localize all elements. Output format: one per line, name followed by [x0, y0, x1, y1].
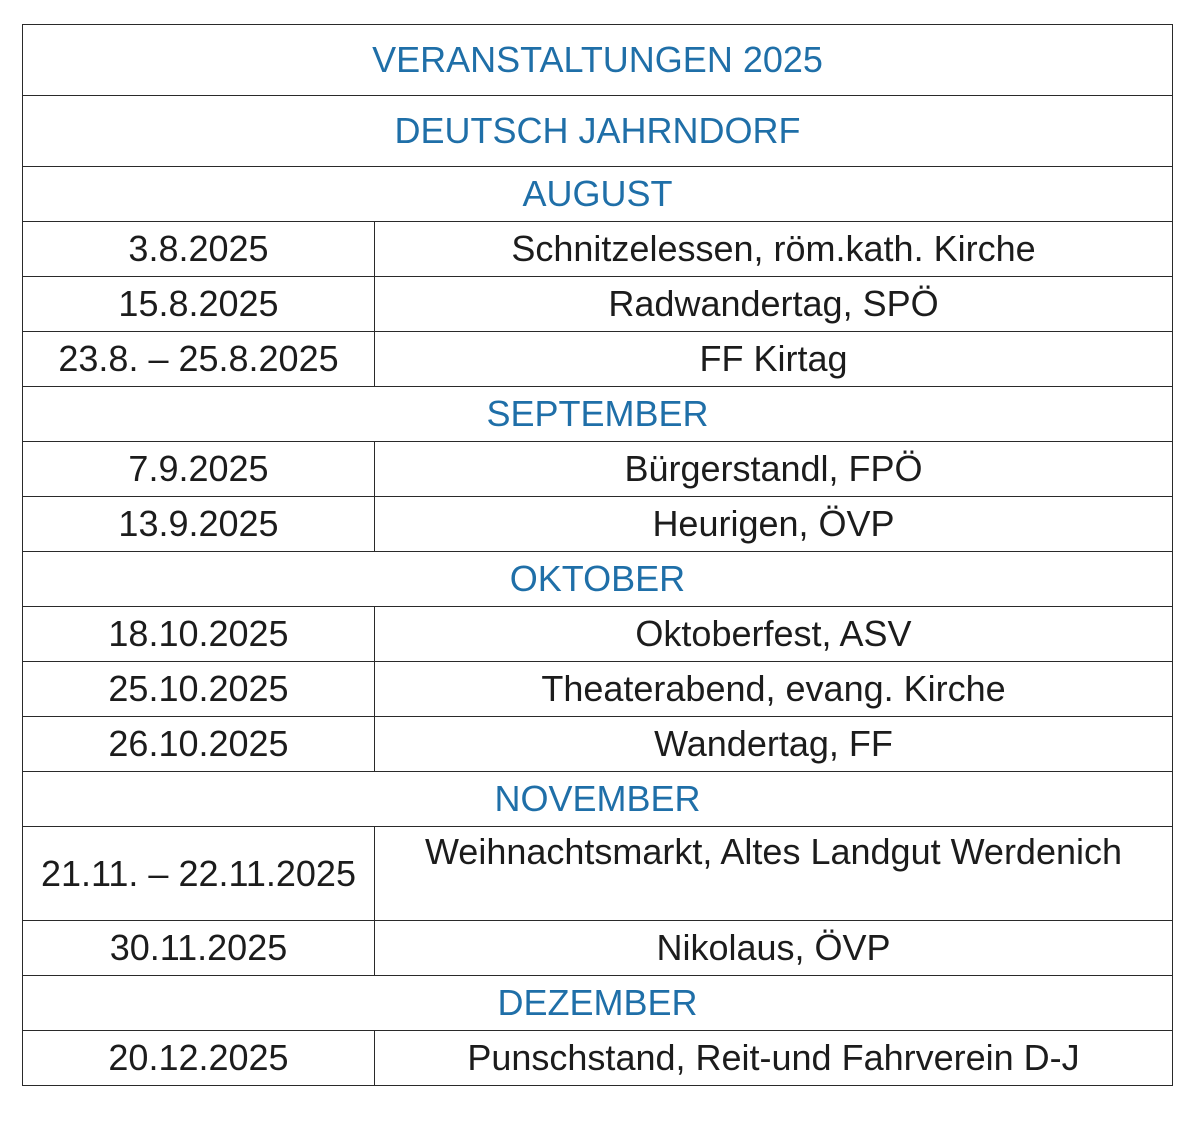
- page-title: VERANSTALTUNGEN 2025: [23, 25, 1173, 96]
- table-row: [23, 717, 1173, 772]
- event-name: Radwandertag, SPÖ: [375, 277, 1173, 332]
- page-subtitle: DEUTSCH JAHRNDORF: [23, 96, 1173, 167]
- event-date: 23.8. – 25.8.2025: [23, 332, 375, 387]
- event-name: Oktoberfest, ASV: [375, 607, 1173, 662]
- subtitle-row: [23, 96, 1173, 167]
- month-row-november: [23, 772, 1173, 827]
- month-heading-september: SEPTEMBER: [23, 387, 1173, 442]
- month-row-oktober: [23, 552, 1173, 607]
- event-name: Nikolaus, ÖVP: [375, 921, 1173, 976]
- table-row: [23, 827, 1173, 921]
- event-name: Punschstand, Reit-und Fahrverein D-J: [375, 1031, 1173, 1086]
- month-heading-november: NOVEMBER: [23, 772, 1173, 827]
- table-row: [23, 1031, 1173, 1086]
- event-date: 26.10.2025: [23, 717, 375, 772]
- table-row: [23, 662, 1173, 717]
- month-row-september: [23, 387, 1173, 442]
- event-name: Bürgerstandl, FPÖ: [375, 442, 1173, 497]
- event-date: 7.9.2025: [23, 442, 375, 497]
- event-date: 18.10.2025: [23, 607, 375, 662]
- month-row-dezember: [23, 976, 1173, 1031]
- events-table: [22, 24, 1173, 1086]
- event-date: 20.12.2025: [23, 1031, 375, 1086]
- table-row: [23, 442, 1173, 497]
- month-row-august: [23, 167, 1173, 222]
- event-date: 30.11.2025: [23, 921, 375, 976]
- event-name: Weihnachtsmarkt, Altes Landgut Werdenich: [375, 827, 1173, 921]
- event-name: FF Kirtag: [375, 332, 1173, 387]
- table-row: [23, 277, 1173, 332]
- table-row: [23, 497, 1173, 552]
- month-heading-oktober: OKTOBER: [23, 552, 1173, 607]
- month-heading-dezember: DEZEMBER: [23, 976, 1173, 1031]
- event-date: 25.10.2025: [23, 662, 375, 717]
- title-row: [23, 25, 1173, 96]
- event-date: 13.9.2025: [23, 497, 375, 552]
- event-date: 15.8.2025: [23, 277, 375, 332]
- event-name: Theaterabend, evang. Kirche: [375, 662, 1173, 717]
- table-row: [23, 607, 1173, 662]
- event-date: 21.11. – 22.11.2025: [23, 827, 375, 921]
- event-name: Schnitzelessen, röm.kath. Kirche: [375, 222, 1173, 277]
- month-heading-august: AUGUST: [23, 167, 1173, 222]
- event-date: 3.8.2025: [23, 222, 375, 277]
- table-row: [23, 222, 1173, 277]
- event-name: Wandertag, FF: [375, 717, 1173, 772]
- table-row: [23, 921, 1173, 976]
- event-name: Heurigen, ÖVP: [375, 497, 1173, 552]
- table-row: [23, 332, 1173, 387]
